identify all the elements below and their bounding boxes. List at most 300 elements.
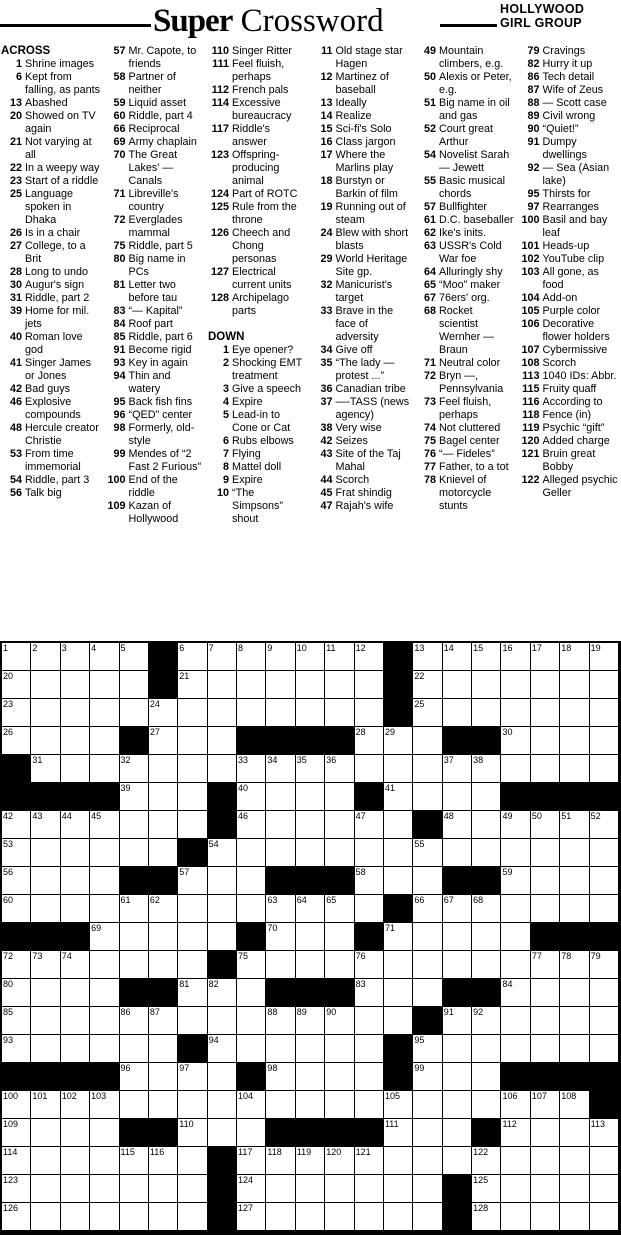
grid-cell[interactable]: [61, 951, 90, 979]
grid-cell[interactable]: [355, 839, 384, 867]
grid-cell[interactable]: [413, 867, 442, 895]
grid-cell[interactable]: [61, 699, 90, 727]
grid-cell[interactable]: [443, 1147, 472, 1175]
grid-cell[interactable]: [266, 643, 295, 671]
grid-cell[interactable]: [443, 1035, 472, 1063]
grid-cell[interactable]: [149, 1007, 178, 1035]
grid-cell[interactable]: [2, 671, 31, 699]
grid-cell[interactable]: [208, 1119, 237, 1147]
grid-cell[interactable]: [325, 1091, 354, 1119]
grid-cell[interactable]: [413, 979, 442, 1007]
grid-cell[interactable]: [355, 671, 384, 699]
grid-cell[interactable]: [531, 1203, 560, 1231]
grid-cell[interactable]: [61, 811, 90, 839]
grid-cell[interactable]: [501, 867, 530, 895]
grid-cell[interactable]: [237, 1035, 266, 1063]
grid-cell[interactable]: [413, 1063, 442, 1091]
grid-cell[interactable]: [266, 671, 295, 699]
grid-cell[interactable]: [31, 867, 60, 895]
grid-cell[interactable]: [90, 1007, 119, 1035]
grid-cell[interactable]: [2, 1203, 31, 1231]
grid-cell[interactable]: [61, 839, 90, 867]
grid-cell[interactable]: [384, 839, 413, 867]
grid-cell[interactable]: [178, 783, 207, 811]
grid-cell[interactable]: [531, 1091, 560, 1119]
grid-cell[interactable]: [501, 951, 530, 979]
grid-cell[interactable]: [443, 951, 472, 979]
grid-cell[interactable]: [2, 811, 31, 839]
grid-cell[interactable]: [355, 951, 384, 979]
grid-cell[interactable]: [501, 1007, 530, 1035]
grid-cell[interactable]: [443, 643, 472, 671]
grid-cell[interactable]: [472, 923, 501, 951]
grid-cell[interactable]: [443, 671, 472, 699]
grid-cell[interactable]: [413, 699, 442, 727]
grid-cell[interactable]: [384, 1147, 413, 1175]
grid-cell[interactable]: [531, 1175, 560, 1203]
grid-cell[interactable]: [61, 1091, 90, 1119]
grid-cell[interactable]: [501, 979, 530, 1007]
grid-cell[interactable]: [590, 1035, 619, 1063]
grid-cell[interactable]: [590, 1007, 619, 1035]
grid-cell[interactable]: [61, 671, 90, 699]
grid-cell[interactable]: [501, 1175, 530, 1203]
grid-cell[interactable]: [178, 1063, 207, 1091]
grid-cell[interactable]: [237, 867, 266, 895]
grid-cell[interactable]: [120, 1203, 149, 1231]
grid-cell[interactable]: [237, 979, 266, 1007]
grid-cell[interactable]: [560, 867, 589, 895]
grid-cell[interactable]: [355, 643, 384, 671]
grid-cell[interactable]: [384, 783, 413, 811]
grid-cell[interactable]: [531, 1147, 560, 1175]
grid-cell[interactable]: [501, 839, 530, 867]
grid-cell[interactable]: [355, 1147, 384, 1175]
grid-cell[interactable]: [178, 1203, 207, 1231]
grid-cell[interactable]: [208, 1007, 237, 1035]
grid-cell[interactable]: [590, 671, 619, 699]
grid-cell[interactable]: [443, 1119, 472, 1147]
grid-cell[interactable]: [384, 1091, 413, 1119]
grid-cell[interactable]: [296, 1007, 325, 1035]
grid-cell[interactable]: [208, 839, 237, 867]
grid-cell[interactable]: [178, 1091, 207, 1119]
grid-cell[interactable]: [501, 1147, 530, 1175]
grid-cell[interactable]: [266, 783, 295, 811]
grid-cell[interactable]: [560, 1035, 589, 1063]
grid-cell[interactable]: [355, 727, 384, 755]
grid-cell[interactable]: [413, 755, 442, 783]
grid-cell[interactable]: [31, 643, 60, 671]
grid-cell[interactable]: [472, 1147, 501, 1175]
grid-cell[interactable]: [531, 839, 560, 867]
grid-cell[interactable]: [560, 1175, 589, 1203]
grid-cell[interactable]: [178, 1147, 207, 1175]
grid-cell[interactable]: [237, 839, 266, 867]
grid-cell[interactable]: [355, 1091, 384, 1119]
grid-cell[interactable]: [501, 671, 530, 699]
grid-cell[interactable]: [590, 839, 619, 867]
grid-cell[interactable]: [266, 1175, 295, 1203]
grid-cell[interactable]: [31, 1203, 60, 1231]
grid-cell[interactable]: [2, 979, 31, 1007]
grid-cell[interactable]: [90, 839, 119, 867]
grid-cell[interactable]: [120, 643, 149, 671]
grid-cell[interactable]: [90, 1175, 119, 1203]
grid-cell[interactable]: [384, 755, 413, 783]
grid-cell[interactable]: [61, 643, 90, 671]
grid-cell[interactable]: [590, 867, 619, 895]
grid-cell[interactable]: [120, 1175, 149, 1203]
grid-cell[interactable]: [384, 951, 413, 979]
grid-cell[interactable]: [443, 1063, 472, 1091]
grid-cell[interactable]: [413, 1119, 442, 1147]
grid-cell[interactable]: [355, 1063, 384, 1091]
grid-cell[interactable]: [266, 923, 295, 951]
grid-cell[interactable]: [325, 1063, 354, 1091]
grid-cell[interactable]: [90, 1147, 119, 1175]
grid-cell[interactable]: [325, 643, 354, 671]
grid-cell[interactable]: [472, 1007, 501, 1035]
grid-cell[interactable]: [560, 839, 589, 867]
grid-cell[interactable]: [296, 811, 325, 839]
grid-cell[interactable]: [560, 1091, 589, 1119]
grid-cell[interactable]: [266, 839, 295, 867]
grid-cell[interactable]: [413, 1091, 442, 1119]
grid-cell[interactable]: [120, 1035, 149, 1063]
grid-cell[interactable]: [472, 1063, 501, 1091]
grid-cell[interactable]: [472, 951, 501, 979]
grid-cell[interactable]: [472, 671, 501, 699]
grid-cell[interactable]: [384, 1119, 413, 1147]
grid-cell[interactable]: [266, 1063, 295, 1091]
grid-cell[interactable]: [560, 755, 589, 783]
grid-cell[interactable]: [296, 755, 325, 783]
grid-cell[interactable]: [61, 1147, 90, 1175]
grid-cell[interactable]: [149, 1147, 178, 1175]
grid-cell[interactable]: [61, 979, 90, 1007]
grid-cell[interactable]: [325, 839, 354, 867]
grid-cell[interactable]: [178, 923, 207, 951]
grid-cell[interactable]: [90, 1203, 119, 1231]
grid-cell[interactable]: [61, 755, 90, 783]
grid-cell[interactable]: [472, 783, 501, 811]
grid-cell[interactable]: [61, 727, 90, 755]
grid-cell[interactable]: [413, 1147, 442, 1175]
grid-cell[interactable]: [2, 1175, 31, 1203]
grid-cell[interactable]: [531, 979, 560, 1007]
grid-cell[interactable]: [296, 1091, 325, 1119]
grid-cell[interactable]: [237, 699, 266, 727]
grid-cell[interactable]: [266, 1035, 295, 1063]
grid-cell[interactable]: [413, 727, 442, 755]
grid-cell[interactable]: [413, 1035, 442, 1063]
grid-cell[interactable]: [355, 1175, 384, 1203]
grid-cell[interactable]: [325, 923, 354, 951]
grid-cell[interactable]: [296, 1035, 325, 1063]
grid-cell[interactable]: [355, 1203, 384, 1231]
grid-cell[interactable]: [2, 839, 31, 867]
grid-cell[interactable]: [90, 811, 119, 839]
grid-cell[interactable]: [590, 979, 619, 1007]
grid-cell[interactable]: [560, 727, 589, 755]
grid-cell[interactable]: [61, 1175, 90, 1203]
grid-cell[interactable]: [560, 951, 589, 979]
grid-cell[interactable]: [149, 699, 178, 727]
grid-cell[interactable]: [266, 699, 295, 727]
grid-cell[interactable]: [413, 671, 442, 699]
grid-cell[interactable]: [501, 643, 530, 671]
grid-cell[interactable]: [560, 699, 589, 727]
grid-cell[interactable]: [178, 951, 207, 979]
grid-cell[interactable]: [531, 951, 560, 979]
grid-cell[interactable]: [120, 811, 149, 839]
grid-cell[interactable]: [501, 923, 530, 951]
grid-cell[interactable]: [590, 1175, 619, 1203]
grid-cell[interactable]: [2, 1119, 31, 1147]
grid-cell[interactable]: [472, 1203, 501, 1231]
grid-cell[interactable]: [178, 811, 207, 839]
grid-cell[interactable]: [208, 979, 237, 1007]
grid-cell[interactable]: [266, 1203, 295, 1231]
grid-cell[interactable]: [2, 1035, 31, 1063]
grid-cell[interactable]: [296, 643, 325, 671]
grid-cell[interactable]: [2, 727, 31, 755]
grid-cell[interactable]: [443, 923, 472, 951]
grid-cell[interactable]: [149, 1091, 178, 1119]
grid-cell[interactable]: [296, 839, 325, 867]
grid-cell[interactable]: [472, 699, 501, 727]
grid-cell[interactable]: [237, 755, 266, 783]
grid-cell[interactable]: [266, 1147, 295, 1175]
grid-cell[interactable]: [560, 1147, 589, 1175]
grid-cell[interactable]: [149, 923, 178, 951]
grid-cell[interactable]: [178, 727, 207, 755]
grid-cell[interactable]: [149, 951, 178, 979]
grid-cell[interactable]: [590, 755, 619, 783]
grid-cell[interactable]: [120, 923, 149, 951]
grid-cell[interactable]: [325, 783, 354, 811]
grid-cell[interactable]: [472, 1035, 501, 1063]
grid-cell[interactable]: [31, 895, 60, 923]
grid-cell[interactable]: [590, 1203, 619, 1231]
grid-cell[interactable]: [413, 923, 442, 951]
grid-cell[interactable]: [355, 755, 384, 783]
grid-cell[interactable]: [531, 699, 560, 727]
grid-cell[interactable]: [384, 923, 413, 951]
grid-cell[interactable]: [413, 1203, 442, 1231]
grid-cell[interactable]: [472, 643, 501, 671]
grid-cell[interactable]: [266, 1007, 295, 1035]
grid-cell[interactable]: [120, 699, 149, 727]
grid-cell[interactable]: [413, 951, 442, 979]
grid-cell[interactable]: [149, 1063, 178, 1091]
grid-cell[interactable]: [237, 1091, 266, 1119]
grid-cell[interactable]: [90, 671, 119, 699]
grid-cell[interactable]: [501, 727, 530, 755]
grid-cell[interactable]: [531, 643, 560, 671]
grid-cell[interactable]: [296, 699, 325, 727]
grid-cell[interactable]: [237, 811, 266, 839]
grid-cell[interactable]: [208, 923, 237, 951]
grid-cell[interactable]: [208, 643, 237, 671]
grid-cell[interactable]: [472, 839, 501, 867]
grid-cell[interactable]: [384, 1007, 413, 1035]
grid-cell[interactable]: [355, 867, 384, 895]
grid-cell[interactable]: [2, 1007, 31, 1035]
grid-cell[interactable]: [90, 1119, 119, 1147]
grid-cell[interactable]: [61, 1035, 90, 1063]
grid-cell[interactable]: [120, 755, 149, 783]
grid-cell[interactable]: [90, 1091, 119, 1119]
grid-cell[interactable]: [472, 755, 501, 783]
grid-cell[interactable]: [413, 839, 442, 867]
grid-cell[interactable]: [149, 1175, 178, 1203]
grid-cell[interactable]: [472, 1091, 501, 1119]
grid-cell[interactable]: [443, 699, 472, 727]
grid-cell[interactable]: [237, 671, 266, 699]
grid-cell[interactable]: [178, 755, 207, 783]
grid-cell[interactable]: [560, 1007, 589, 1035]
grid-cell[interactable]: [590, 895, 619, 923]
grid-cell[interactable]: [443, 839, 472, 867]
grid-cell[interactable]: [90, 867, 119, 895]
grid-cell[interactable]: [296, 1175, 325, 1203]
grid-cell[interactable]: [31, 811, 60, 839]
grid-cell[interactable]: [501, 755, 530, 783]
grid-cell[interactable]: [590, 811, 619, 839]
grid-cell[interactable]: [296, 951, 325, 979]
grid-cell[interactable]: [90, 755, 119, 783]
crossword-grid[interactable]: [0, 641, 621, 1235]
grid-cell[interactable]: [590, 951, 619, 979]
grid-cell[interactable]: [501, 699, 530, 727]
grid-cell[interactable]: [237, 1175, 266, 1203]
grid-cell[interactable]: [413, 1175, 442, 1203]
grid-cell[interactable]: [560, 979, 589, 1007]
grid-cell[interactable]: [531, 1035, 560, 1063]
grid-cell[interactable]: [501, 811, 530, 839]
grid-cell[interactable]: [208, 1091, 237, 1119]
grid-cell[interactable]: [325, 1007, 354, 1035]
grid-cell[interactable]: [208, 727, 237, 755]
grid-cell[interactable]: [120, 1007, 149, 1035]
grid-cell[interactable]: [266, 895, 295, 923]
grid-cell[interactable]: [208, 671, 237, 699]
grid-cell[interactable]: [90, 951, 119, 979]
grid-cell[interactable]: [178, 895, 207, 923]
grid-cell[interactable]: [149, 727, 178, 755]
grid-cell[interactable]: [178, 671, 207, 699]
grid-cell[interactable]: [31, 671, 60, 699]
grid-cell[interactable]: [355, 895, 384, 923]
grid-cell[interactable]: [531, 671, 560, 699]
grid-cell[interactable]: [90, 699, 119, 727]
grid-cell[interactable]: [120, 951, 149, 979]
grid-cell[interactable]: [237, 643, 266, 671]
grid-cell[interactable]: [413, 643, 442, 671]
grid-cell[interactable]: [296, 1203, 325, 1231]
grid-cell[interactable]: [237, 951, 266, 979]
grid-cell[interactable]: [31, 699, 60, 727]
grid-cell[interactable]: [237, 895, 266, 923]
grid-cell[interactable]: [590, 1119, 619, 1147]
grid-cell[interactable]: [443, 783, 472, 811]
grid-cell[interactable]: [384, 727, 413, 755]
grid-cell[interactable]: [120, 1147, 149, 1175]
grid-cell[interactable]: [325, 1035, 354, 1063]
grid-cell[interactable]: [178, 1119, 207, 1147]
grid-cell[interactable]: [590, 699, 619, 727]
grid-cell[interactable]: [90, 1035, 119, 1063]
grid-cell[interactable]: [31, 1091, 60, 1119]
grid-cell[interactable]: [531, 1007, 560, 1035]
grid-cell[interactable]: [120, 895, 149, 923]
grid-cell[interactable]: [501, 1119, 530, 1147]
grid-cell[interactable]: [237, 783, 266, 811]
grid-cell[interactable]: [560, 1203, 589, 1231]
grid-cell[interactable]: [531, 1119, 560, 1147]
grid-cell[interactable]: [531, 755, 560, 783]
grid-cell[interactable]: [384, 979, 413, 1007]
grid-cell[interactable]: [31, 1007, 60, 1035]
grid-cell[interactable]: [443, 811, 472, 839]
grid-cell[interactable]: [531, 867, 560, 895]
grid-cell[interactable]: [90, 727, 119, 755]
grid-cell[interactable]: [178, 643, 207, 671]
grid-cell[interactable]: [149, 811, 178, 839]
grid-cell[interactable]: [560, 811, 589, 839]
grid-cell[interactable]: [413, 783, 442, 811]
grid-cell[interactable]: [531, 811, 560, 839]
grid-cell[interactable]: [472, 1175, 501, 1203]
grid-cell[interactable]: [237, 1147, 266, 1175]
grid-cell[interactable]: [296, 923, 325, 951]
grid-cell[interactable]: [355, 699, 384, 727]
grid-cell[interactable]: [2, 951, 31, 979]
grid-cell[interactable]: [325, 895, 354, 923]
grid-cell[interactable]: [384, 1203, 413, 1231]
grid-cell[interactable]: [178, 979, 207, 1007]
grid-cell[interactable]: [31, 1119, 60, 1147]
grid-cell[interactable]: [237, 1119, 266, 1147]
grid-cell[interactable]: [325, 811, 354, 839]
grid-cell[interactable]: [208, 755, 237, 783]
grid-cell[interactable]: [208, 699, 237, 727]
grid-cell[interactable]: [325, 1147, 354, 1175]
grid-cell[interactable]: [266, 1091, 295, 1119]
grid-cell[interactable]: [237, 1203, 266, 1231]
grid-cell[interactable]: [501, 1091, 530, 1119]
grid-cell[interactable]: [90, 895, 119, 923]
grid-cell[interactable]: [355, 1007, 384, 1035]
grid-cell[interactable]: [296, 895, 325, 923]
grid-cell[interactable]: [413, 895, 442, 923]
grid-cell[interactable]: [443, 1007, 472, 1035]
grid-cell[interactable]: [384, 811, 413, 839]
grid-cell[interactable]: [355, 811, 384, 839]
grid-cell[interactable]: [149, 783, 178, 811]
grid-cell[interactable]: [31, 755, 60, 783]
grid-cell[interactable]: [2, 867, 31, 895]
grid-cell[interactable]: [178, 699, 207, 727]
grid-cell[interactable]: [120, 1091, 149, 1119]
grid-cell[interactable]: [208, 867, 237, 895]
grid-cell[interactable]: [208, 1063, 237, 1091]
grid-cell[interactable]: [355, 1035, 384, 1063]
grid-cell[interactable]: [472, 895, 501, 923]
grid-cell[interactable]: [208, 1035, 237, 1063]
